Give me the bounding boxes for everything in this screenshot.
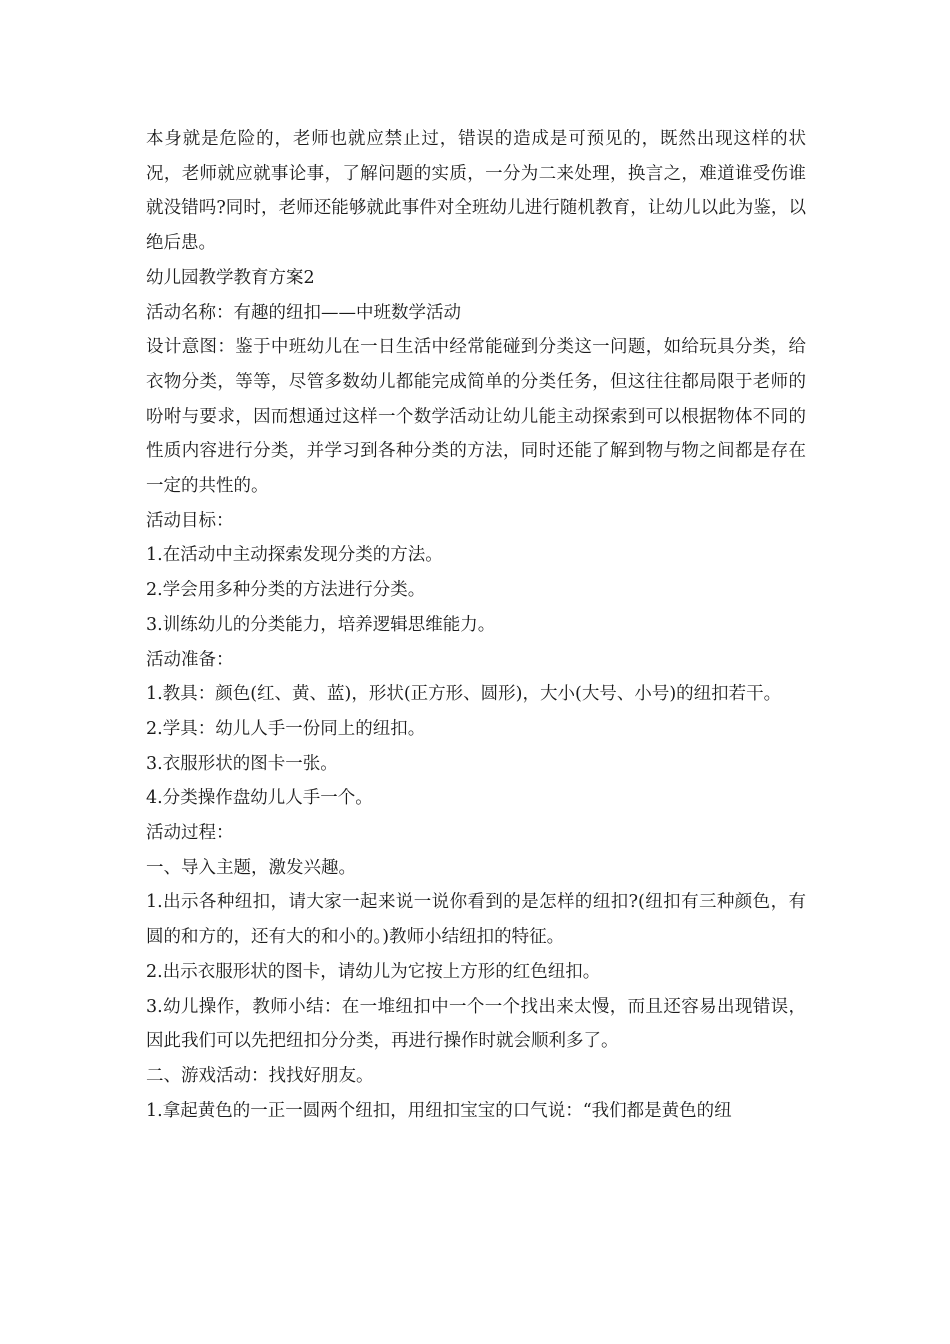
paragraph-continuation: 本身就是危险的，老师也就应禁止过，错误的造成是可预见的，既然出现这样的状况，老师就应就事论事，了解问题的实质，一分为二来处理，换言之，难道谁受伤谁就没错吗?同时，老师还能够就此事件对全班幼儿进行随机教育，让幼儿以此为鉴，以绝后患。 [146,129,806,254]
preparation-heading: 活动准备： [146,649,234,670]
document-body [146,122,806,1128]
goal-item: 2.学会用多种分类的方法进行分类。 [146,580,426,601]
process-item: 2.出示衣服形状的图卡，请幼儿为它按上方形的红色纽扣。 [146,961,601,982]
section-title: 幼儿园教学教育方案2 [146,267,315,288]
process-heading: 活动过程： [146,823,234,844]
preparation-item: 2.学具：幼儿人手一份同上的纽扣。 [146,718,426,739]
goals-heading: 活动目标： [146,510,234,531]
process-item: 1.拿起黄色的一正一圆两个纽扣，用纽扣宝宝的口气说：“我们都是黄色的纽 [146,1100,732,1121]
goal-item: 1.在活动中主动探索发现分类的方法。 [146,545,443,566]
process-step-heading: 二、游戏活动：找找好朋友。 [146,1065,374,1086]
design-intent: 设计意图：鉴于中班幼儿在一日生活中经常能碰到分类这一问题，如给玩具分类，给衣物分类，等等，尽管多数幼儿都能完成简单的分类任务，但这往往都局限于老师的吩咐与要求，因而想通过这样一个数学活动让幼儿能主动探索到可以根据物体不同的性质内容进行分类，并学习到各种分类的方法，同时还能了解到物与物之间都是存在一定的共性的。 [146,337,806,497]
process-item: 3.幼儿操作，教师小结：在一堆纽扣中一个一个找出来太慢，而且还容易出现错误，因此我们可以先把纽扣分分类，再进行操作时就会顺利多了。 [146,996,806,1052]
process-step-heading: 一、导入主题，激发兴趣。 [146,857,356,878]
activity-name: 活动名称：有趣的纽扣——中班数学活动 [146,302,461,323]
goal-item: 3.训练幼儿的分类能力，培养逻辑思维能力。 [146,614,496,635]
preparation-item: 3.衣服形状的图卡一张。 [146,753,338,774]
process-item: 1.出示各种纽扣，请大家一起来说一说你看到的是怎样的纽扣?(纽扣有三种颜色，有圆的和方的，还有大的和小的。)教师小结纽扣的特征。 [146,892,806,948]
preparation-item: 4.分类操作盘幼儿人手一个。 [146,788,373,809]
preparation-item: 1.教具：颜色(红、黄、蓝)，形状(正方形、圆形)，大小(大号、小号)的纽扣若干。 [146,684,782,705]
